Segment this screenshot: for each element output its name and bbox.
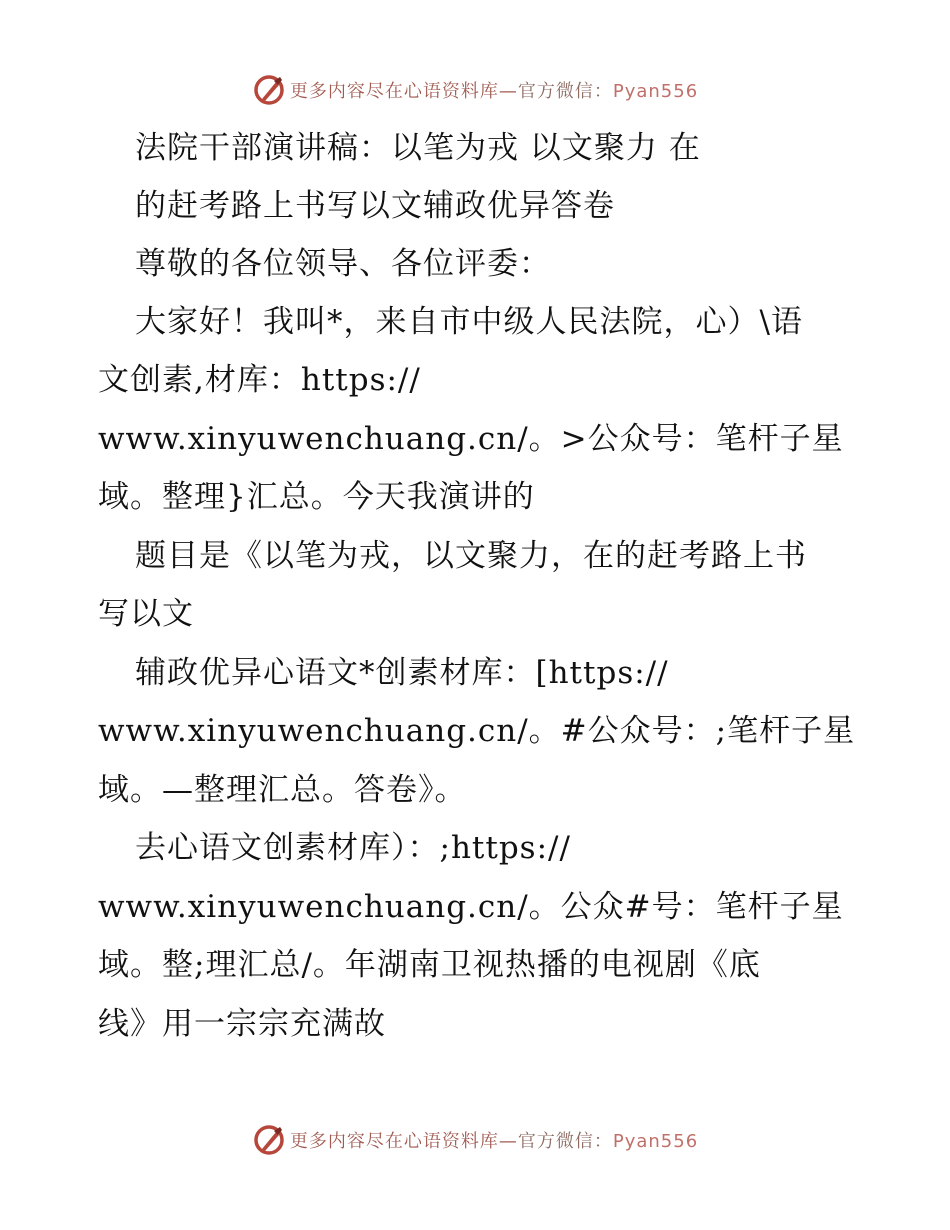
paragraph-line: 去心语文创素材库）：;https://: [135, 830, 571, 866]
paragraph-line: 域。—整理汇总。答卷》。: [98, 772, 467, 808]
paragraph-line: 文创素,材库：https://: [98, 362, 421, 398]
document-title-line-2: 的赶考路上书写以文辅政优异答卷: [135, 188, 615, 224]
paragraph-line: 辅政优异心语文*创素材库：[https://: [135, 655, 669, 691]
paragraph-line: www.xinyuwenchuang.cn/。公众#号：笔杆子星: [98, 889, 844, 925]
banner-text: [290, 77, 698, 103]
paragraph-line: 线》用一宗宗充满故: [98, 1006, 386, 1042]
paragraph-line: www.xinyuwenchuang.cn/。>公众号：笔杆子星: [98, 421, 844, 457]
banner-wechat-label: 官方微信：: [517, 1131, 613, 1152]
banner-wechat-id: Pyan556: [612, 1131, 699, 1152]
banner-main-text: 更多内容尽在心语资料库—: [289, 1131, 518, 1152]
paragraph-line: 写以文: [98, 596, 194, 632]
paragraph-line: 域。整;理汇总/。年湖南卫视热播的电视剧《底: [98, 947, 761, 983]
document-title-line-1: 法院干部演讲稿：以笔为戎 以文聚力 在: [135, 130, 701, 166]
banner-text: [290, 1127, 698, 1153]
banner-wechat-id: Pyan556: [612, 81, 699, 102]
pen-logo-icon: [252, 73, 286, 107]
banner-main-text: 更多内容尽在心语资料库—: [289, 81, 518, 102]
paragraph-line: www.xinyuwenchuang.cn/。#公众号：;笔杆子星: [98, 713, 856, 749]
salutation: 尊敬的各位领导、各位评委：: [135, 246, 551, 282]
paragraph-line: 题目是《以笔为戎，以文聚力，在的赶考路上书: [135, 538, 807, 574]
footer-banner: [0, 1120, 950, 1160]
header-banner: [0, 70, 950, 110]
paragraph-line: 大家好！我叫*，来自市中级人民法院，心）\语: [135, 304, 803, 340]
banner-wechat-label: 官方微信：: [517, 81, 613, 102]
paragraph-line: 域。整理}汇总。今天我演讲的: [98, 479, 535, 515]
pen-logo-icon: [252, 1123, 286, 1157]
